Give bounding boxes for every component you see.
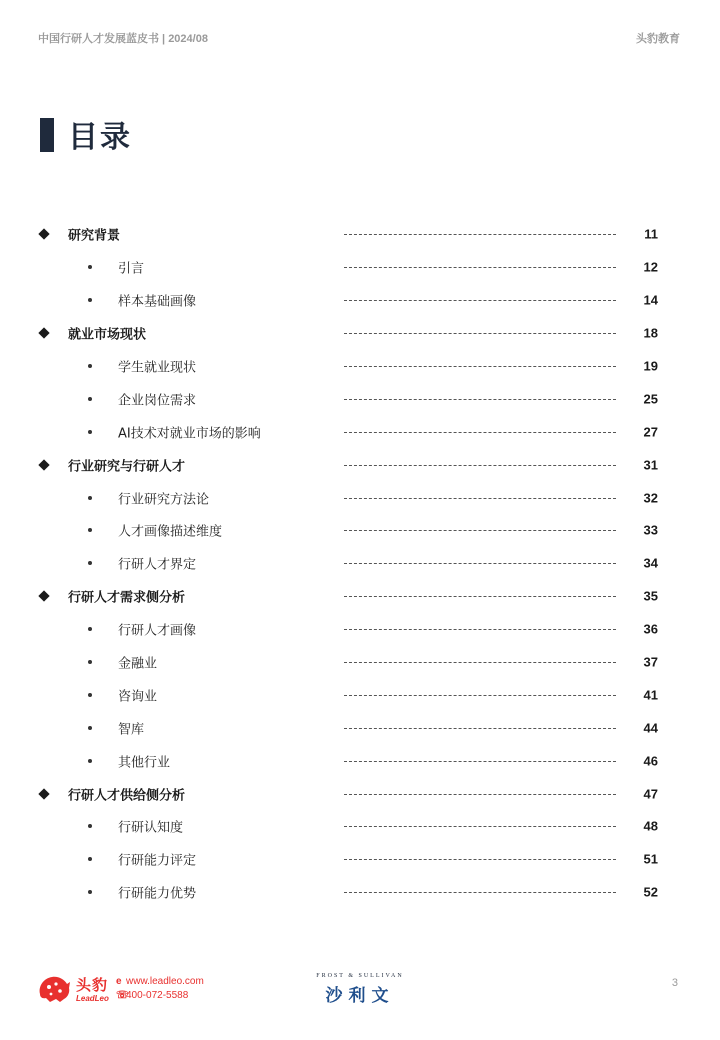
contact-block — [116, 975, 204, 1003]
toc-page-number: 51 — [643, 851, 658, 867]
website-link[interactable]: www.leadleo.com — [126, 976, 204, 987]
toc-subsection[interactable] — [0, 284, 720, 317]
toc-label: 行研认知度 — [118, 820, 184, 836]
toc-page-number: 36 — [643, 621, 658, 637]
dot-leader — [344, 399, 616, 400]
toc-label: 样本基础画像 — [118, 294, 197, 310]
toc-label: 行研能力评定 — [118, 853, 197, 869]
toc-section[interactable] — [0, 218, 720, 251]
toc-subsection[interactable] — [0, 678, 720, 711]
diamond-bullet-icon — [38, 327, 49, 338]
dot-bullet-icon — [88, 364, 92, 368]
toc-page-number: 52 — [643, 884, 658, 900]
dot-leader — [344, 234, 616, 235]
toc-page-number: 46 — [643, 753, 658, 769]
toc-label: 引言 — [118, 261, 145, 277]
web-icon: e — [116, 976, 122, 987]
toc-page-number: 25 — [643, 391, 658, 407]
dot-bullet-icon — [88, 890, 92, 894]
dot-bullet-icon — [88, 726, 92, 730]
dot-leader — [344, 695, 616, 696]
dot-bullet-icon — [88, 857, 92, 861]
dot-leader — [344, 728, 616, 729]
page-title: 目录 — [68, 120, 132, 155]
dot-leader — [344, 498, 616, 499]
toc-label: 行研人才界定 — [118, 557, 197, 573]
dot-bullet-icon — [88, 660, 92, 664]
toc-label: 其他行业 — [118, 755, 171, 771]
toc-label: AI技术对就业市场的影响 — [118, 426, 261, 442]
page-number: 3 — [671, 977, 678, 989]
dot-leader — [344, 596, 616, 597]
logo-english: LeadLeo — [76, 994, 109, 1003]
toc-page-number: 27 — [643, 424, 658, 440]
toc-page-number: 41 — [643, 687, 658, 703]
toc-section[interactable] — [0, 580, 720, 613]
toc-page-number: 12 — [643, 259, 658, 275]
toc-page-number: 35 — [643, 588, 658, 604]
toc-page-number: 37 — [643, 654, 658, 670]
table-of-contents — [0, 218, 720, 909]
dot-bullet-icon — [88, 397, 92, 401]
toc-subsection[interactable] — [0, 613, 720, 646]
toc-label: 学生就业现状 — [118, 360, 197, 376]
dot-bullet-icon — [88, 824, 92, 828]
toc-label: 行研人才供给侧分析 — [68, 788, 186, 804]
toc-label: 行研能力优势 — [118, 886, 197, 902]
header-brand: 头豹教育 — [636, 32, 680, 45]
dot-leader — [344, 530, 616, 531]
toc-subsection[interactable] — [0, 711, 720, 744]
dot-bullet-icon — [88, 298, 92, 302]
toc-label: 咨询业 — [118, 689, 158, 705]
toc-subsection[interactable] — [0, 876, 720, 909]
toc-page-number: 48 — [643, 818, 658, 834]
diamond-bullet-icon — [38, 788, 49, 799]
toc-subsection[interactable] — [0, 514, 720, 547]
frost-sullivan-logo — [310, 973, 410, 1006]
dot-bullet-icon — [88, 693, 92, 697]
toc-section[interactable] — [0, 448, 720, 481]
dot-bullet-icon — [88, 496, 92, 500]
toc-page-number: 32 — [643, 490, 658, 506]
toc-page-number: 34 — [643, 555, 658, 571]
dot-leader — [344, 432, 616, 433]
dot-leader — [344, 794, 616, 795]
toc-subsection[interactable] — [0, 382, 720, 415]
toc-page-number: 47 — [643, 786, 658, 802]
dot-leader — [344, 267, 616, 268]
toc-label: 就业市场现状 — [68, 327, 147, 343]
toc-label: 行业研究与行研人才 — [68, 459, 186, 475]
dot-leader — [344, 629, 616, 630]
toc-subsection[interactable] — [0, 810, 720, 843]
toc-page-number: 11 — [644, 226, 658, 242]
dot-leader — [344, 859, 616, 860]
dot-leader — [344, 465, 616, 466]
toc-subsection[interactable] — [0, 646, 720, 679]
toc-label: 行研人才画像 — [118, 623, 197, 639]
toc-page-number: 14 — [643, 292, 658, 308]
dot-bullet-icon — [88, 265, 92, 269]
toc-page-number: 33 — [643, 522, 658, 538]
dot-leader — [344, 761, 616, 762]
dot-bullet-icon — [88, 430, 92, 434]
toc-subsection[interactable] — [0, 415, 720, 448]
dot-leader — [344, 366, 616, 367]
toc-subsection[interactable] — [0, 843, 720, 876]
dot-leader — [344, 300, 616, 301]
dot-bullet-icon — [88, 627, 92, 631]
toc-page-number: 44 — [643, 720, 658, 736]
dot-bullet-icon — [88, 561, 92, 565]
phone-number: 400-072-5588 — [126, 990, 189, 1001]
diamond-bullet-icon — [38, 459, 49, 470]
dot-bullet-icon — [88, 528, 92, 532]
toc-section[interactable] — [0, 777, 720, 810]
toc-label: 企业岗位需求 — [118, 393, 197, 409]
toc-page-number: 19 — [643, 358, 658, 374]
dot-leader — [344, 826, 616, 827]
dot-leader — [344, 892, 616, 893]
toc-subsection[interactable] — [0, 251, 720, 284]
title-accent-bar — [40, 118, 54, 152]
diamond-bullet-icon — [38, 229, 49, 240]
header-report-title: 中国行研人才发展蓝皮书 | 2024/08 — [38, 33, 208, 45]
toc-label: 人才画像描述维度 — [118, 524, 223, 540]
toc-label: 研究背景 — [68, 228, 121, 244]
toc-subsection[interactable] — [0, 744, 720, 777]
toc-page-number: 31 — [643, 457, 658, 473]
leadleo-logo — [36, 970, 216, 1010]
toc-label: 行研人才需求侧分析 — [68, 590, 186, 606]
toc-subsection[interactable] — [0, 547, 720, 580]
toc-section[interactable] — [0, 317, 720, 350]
toc-label: 行业研究方法论 — [118, 492, 210, 508]
frost-sullivan-chinese: 沙利文 — [325, 986, 395, 1006]
frost-sullivan-english: FROST & SULLIVAN — [316, 973, 404, 979]
diamond-bullet-icon — [38, 591, 49, 602]
toc-label: 智库 — [118, 722, 145, 738]
phone-icon: ☏ — [116, 990, 129, 1001]
dot-bullet-icon — [88, 759, 92, 763]
toc-subsection[interactable] — [0, 481, 720, 514]
dot-leader — [344, 333, 616, 334]
toc-page-number: 18 — [643, 325, 658, 341]
logo-chinese: 头豹 — [76, 976, 109, 994]
dot-leader — [344, 662, 616, 663]
toc-label: 金融业 — [118, 656, 158, 672]
dot-leader — [344, 563, 616, 564]
leopard-icon — [36, 972, 72, 1006]
toc-subsection[interactable] — [0, 350, 720, 383]
